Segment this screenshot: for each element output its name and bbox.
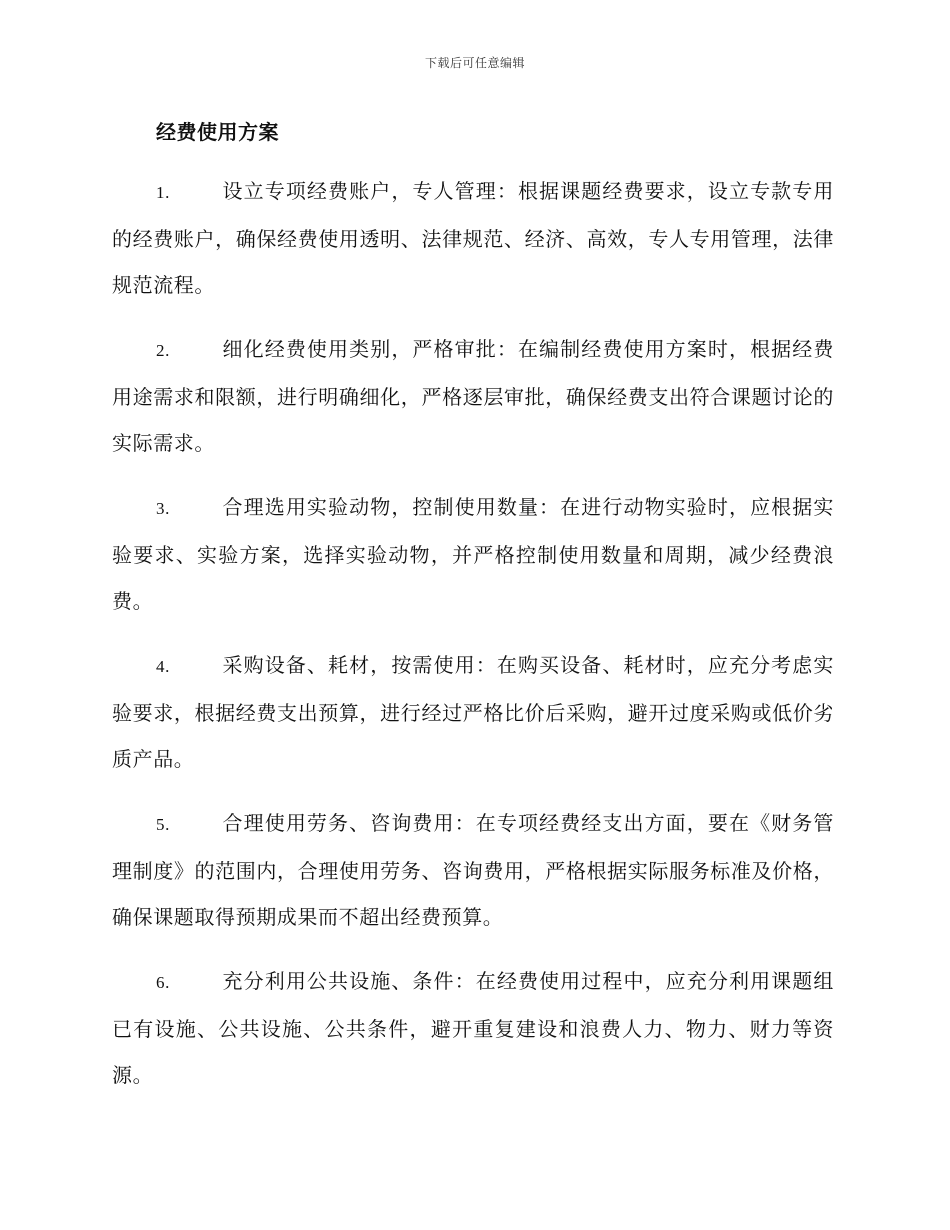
- item-list: [112, 168, 834, 1116]
- list-item: [112, 800, 834, 940]
- item-number: 4.: [156, 657, 170, 676]
- item-text: 合理选用实验动物，控制使用数量：在进行动物实验时，应根据实验要求、实验方案，选择实验动物，并严格控制使用数量和周期，减少经费浪费。: [112, 495, 834, 613]
- item-number: 1.: [156, 183, 170, 202]
- list-item: [112, 168, 834, 308]
- item-text: 合理使用劳务、咨询费用：在专项经费经支出方面，要在《财务管理制度》的范围内，合理使用劳务、咨询费用，严格根据实际服务标准及价格，确保课题取得预期成果而不超出经费预算。: [112, 811, 834, 929]
- list-item: [112, 958, 834, 1098]
- item-text: 设立专项经费账户，专人管理：根据课题经费要求，设立专款专用的经费账户，确保经费使用透明、法律规范、经济、高效，专人专用管理，法律规范流程。: [112, 179, 834, 297]
- list-item: [112, 326, 834, 466]
- list-item: [112, 642, 834, 782]
- header-note: 下载后可任意编辑: [424, 56, 525, 70]
- item-text: 采购设备、耗材，按需使用：在购买设备、耗材时，应充分考虑实验要求，根据经费支出预算，进行经过严格比价后采购，避开过度采购或低价劣质产品。: [112, 653, 834, 771]
- item-text: 充分利用公共设施、条件：在经费使用过程中，应充分利用课题组已有设施、公共设施、公共条件，避开重复建设和浪费人力、物力、财力等资源。: [112, 969, 834, 1087]
- list-item: [112, 484, 834, 624]
- item-number: 6.: [156, 973, 170, 992]
- item-number: 2.: [156, 341, 170, 360]
- item-number: 5.: [156, 815, 170, 834]
- item-number: 3.: [156, 499, 170, 518]
- item-text: 细化经费使用类别，严格审批：在编制经费使用方案时，根据经费用途需求和限额，进行明确细化，严格逐层审批，确保经费支出符合课题讨论的实际需求。: [112, 337, 834, 455]
- document-title: 经费使用方案: [156, 120, 279, 144]
